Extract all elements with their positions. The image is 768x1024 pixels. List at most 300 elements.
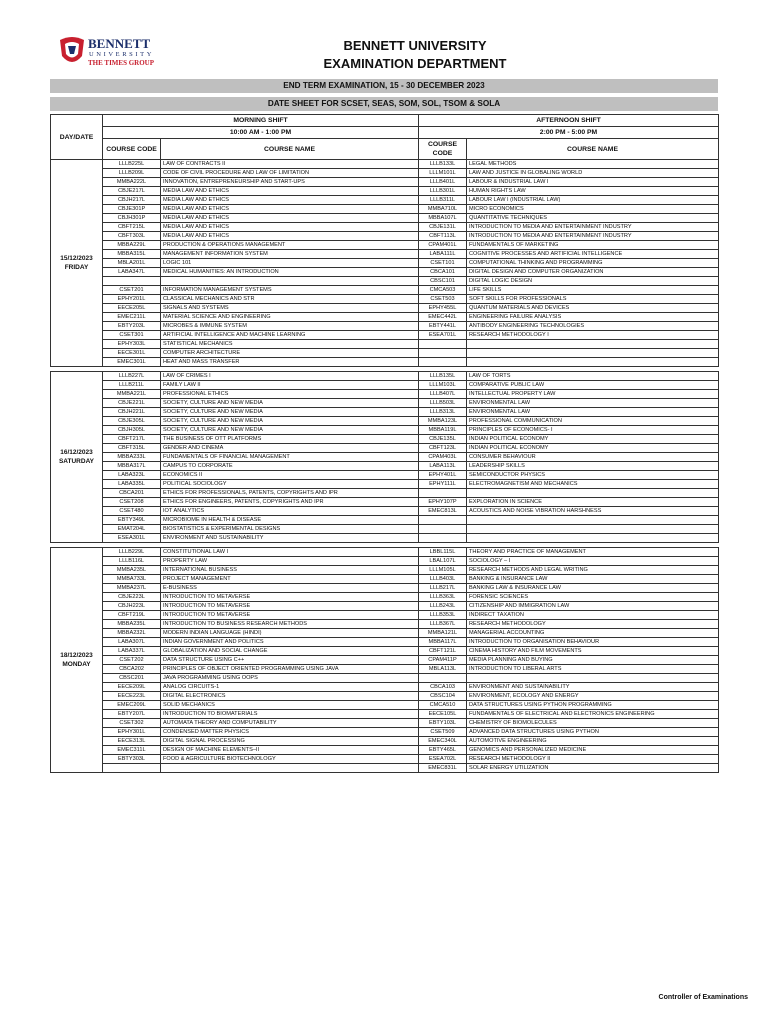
table-row xyxy=(51,611,719,620)
afternoon-course-code: EPHY111L xyxy=(419,480,467,489)
afternoon-course-name: LEGAL METHODS xyxy=(467,160,719,169)
morning-course-code: MBBA229L xyxy=(103,241,161,250)
morning-course-code: EECE223L xyxy=(103,692,161,701)
morning-course-name: DIGITAL SIGNAL PROCESSING xyxy=(161,737,419,746)
morning-course-code: LLLB209L xyxy=(103,169,161,178)
morning-course-code: CBJH223L xyxy=(103,602,161,611)
afternoon-course-name: MICRO ECONOMICS xyxy=(467,205,719,214)
table-row xyxy=(51,683,719,692)
table-row xyxy=(51,602,719,611)
afternoon-course-name: INDIAN POLITICAL ECONOMY xyxy=(467,435,719,444)
morning-course-name: CAMPUS TO CORPORATE xyxy=(161,462,419,471)
afternoon-course-code: CPAM403L xyxy=(419,453,467,462)
afternoon-course-code: MMBA123L xyxy=(419,417,467,426)
table-row xyxy=(51,746,719,755)
afternoon-course-name: LABOUR LAW I (INDUSTRIAL LAW) xyxy=(467,196,719,205)
morning-course-code: LLLB225L xyxy=(103,160,161,169)
morning-course-code: EMEC211L xyxy=(103,313,161,322)
table-row xyxy=(51,764,719,773)
department-name: EXAMINATION DEPARTMENT xyxy=(323,56,507,71)
table-row xyxy=(51,665,719,674)
table-row xyxy=(51,575,719,584)
table-row xyxy=(51,534,719,543)
afternoon-course-name: LAW OF TORTS xyxy=(467,372,719,381)
morning-course-code: ESEA301L xyxy=(103,534,161,543)
date-sheet-table xyxy=(50,114,719,773)
morning-course-name: INNOVATION, ENTREPRENEURSHIP AND START-UPS xyxy=(161,178,419,187)
morning-course-name: GLOBALIZATION AND SOCIAL CHANGE xyxy=(161,647,419,656)
table-row xyxy=(51,692,719,701)
morning-course-code: CBCA202 xyxy=(103,665,161,674)
afternoon-course-code: LLLM103L xyxy=(419,381,467,390)
table-row xyxy=(51,719,719,728)
afternoon-course-code: LBAL107L xyxy=(419,557,467,566)
table-row xyxy=(51,277,719,286)
afternoon-course-name: RESEARCH METHODOLOGY I xyxy=(467,331,719,340)
course-code-header: COURSE CODE xyxy=(103,139,161,160)
morning-course-code: CBCA201 xyxy=(103,489,161,498)
table-row xyxy=(51,187,719,196)
afternoon-shift-header: AFTERNOON SHIFT xyxy=(419,115,719,127)
table-row xyxy=(51,584,719,593)
morning-course-code: LLLB211L xyxy=(103,381,161,390)
morning-course-code: EECE209L xyxy=(103,683,161,692)
afternoon-course-code: LLLB243L xyxy=(419,602,467,611)
table-row xyxy=(51,507,719,516)
morning-course-code: CBFT303L xyxy=(103,232,161,241)
morning-course-code: MBBA315L xyxy=(103,250,161,259)
afternoon-course-code xyxy=(419,525,467,534)
afternoon-course-code: CBCA101 xyxy=(419,268,467,277)
table-row xyxy=(51,525,719,534)
morning-course-name: CODE OF CIVIL PROCEDURE AND LAW OF LIMITATION xyxy=(161,169,419,178)
morning-course-name: ETHICS FOR ENGINEERS, PATENTS, COPYRIGHTS AND IPR xyxy=(161,498,419,507)
afternoon-course-code: LLLB217L xyxy=(419,584,467,593)
morning-course-name: CONDENSED MATTER PHYSICS xyxy=(161,728,419,737)
afternoon-course-code: CBFT113L xyxy=(419,232,467,241)
afternoon-course-name: DIGITAL DESIGN AND COMPUTER ORGANIZATION xyxy=(467,268,719,277)
afternoon-course-code xyxy=(419,340,467,349)
table-row xyxy=(51,593,719,602)
morning-course-code: CBJE305L xyxy=(103,417,161,426)
table-row xyxy=(51,656,719,665)
afternoon-course-name: SOFT SKILLS FOR PROFESSIONALS xyxy=(467,295,719,304)
morning-course-code: MMBA237L xyxy=(103,584,161,593)
afternoon-course-name: ENVIRONMENTAL LAW xyxy=(467,399,719,408)
morning-course-code: CBJH301P xyxy=(103,214,161,223)
morning-course-name: MEDIA LAW AND ETHICS xyxy=(161,196,419,205)
morning-course-code: LABA337L xyxy=(103,647,161,656)
afternoon-course-code: LLLB403L xyxy=(419,575,467,584)
morning-course-code: MBBA317L xyxy=(103,462,161,471)
morning-course-name: LOGIC 101 xyxy=(161,259,419,268)
afternoon-course-code: CMCA510 xyxy=(419,701,467,710)
afternoon-course-code: MBBA107L xyxy=(419,214,467,223)
afternoon-course-name: FUNDAMENTALS OF ELECTRICAL AND ELECTRONICS ENGINEERING xyxy=(467,710,719,719)
afternoon-course-name: ADVANCED DATA STRUCTURES USING PYTHON xyxy=(467,728,719,737)
exam-weekday: MONDAY xyxy=(62,661,91,668)
afternoon-course-name: RESEARCH METHODOLOGY II xyxy=(467,755,719,764)
table-row xyxy=(51,358,719,367)
table-row xyxy=(51,755,719,764)
afternoon-course-name: ELECTROMAGNETISM AND MECHANICS xyxy=(467,480,719,489)
morning-course-name: AUTOMATA THEORY AND COMPUTABILITY xyxy=(161,719,419,728)
table-row xyxy=(51,381,719,390)
morning-course-code: CBJE301P xyxy=(103,205,161,214)
table-row xyxy=(51,331,719,340)
afternoon-course-name: LABOUR & INDUSTRIAL LAW I xyxy=(467,178,719,187)
morning-course-code: MMBA733L xyxy=(103,575,161,584)
afternoon-course-name: INDIAN POLITICAL ECONOMY xyxy=(467,444,719,453)
morning-course-code: EECE205L xyxy=(103,304,161,313)
afternoon-course-name: RESEARCH METHODS AND LEGAL WRITING xyxy=(467,566,719,575)
morning-course-code: CSET302 xyxy=(103,719,161,728)
afternoon-course-code: LABA111L xyxy=(419,250,467,259)
morning-course-name: CONSTITUTIONAL LAW I xyxy=(161,548,419,557)
morning-course-code: EBTY303L xyxy=(103,755,161,764)
afternoon-course-name: INTRODUCTION TO ORGANISATION BEHAVIOUR xyxy=(467,638,719,647)
afternoon-course-name: INTELLECTUAL PROPERTY LAW xyxy=(467,390,719,399)
morning-course-name xyxy=(161,277,419,286)
afternoon-course-name: CHEMISTRY OF BIOMOLECULES xyxy=(467,719,719,728)
course-code-header: COURSE CODE xyxy=(419,139,467,160)
logo-text-1: BENNETT xyxy=(88,36,151,51)
morning-course-code: CSET480 xyxy=(103,507,161,516)
morning-course-name: PROPERTY LAW xyxy=(161,557,419,566)
afternoon-course-name xyxy=(467,349,719,358)
afternoon-course-name: ENVIRONMENT, ECOLOGY AND ENERGY xyxy=(467,692,719,701)
afternoon-course-name: FORENSIC SCIENCES xyxy=(467,593,719,602)
header-title-block xyxy=(230,37,600,73)
afternoon-course-code: LLLB135L xyxy=(419,372,467,381)
afternoon-course-name: BANKING & INSURANCE LAW xyxy=(467,575,719,584)
afternoon-course-code xyxy=(419,516,467,525)
table-row xyxy=(51,426,719,435)
table-row xyxy=(51,498,719,507)
afternoon-course-name: ANTIBODY ENGINEERING TECHNOLOGIES xyxy=(467,322,719,331)
exam-banner: END TERM EXAMINATION, 15 - 30 DECEMBER 2023 xyxy=(50,79,718,93)
afternoon-course-code: CBSC104 xyxy=(419,692,467,701)
morning-course-name: SOCIETY, CULTURE AND NEW MEDIA xyxy=(161,408,419,417)
afternoon-course-code: LLLB311L xyxy=(419,196,467,205)
afternoon-course-name xyxy=(467,534,719,543)
afternoon-course-code: CBCA103 xyxy=(419,683,467,692)
morning-course-name: INTRODUCTION TO METAVERSE xyxy=(161,602,419,611)
table-row xyxy=(51,214,719,223)
morning-course-name: MEDIA LAW AND ETHICS xyxy=(161,205,419,214)
morning-course-name: COMPUTER ARCHITECTURE xyxy=(161,349,419,358)
table-row xyxy=(51,313,719,322)
afternoon-course-name: AUTOMOTIVE ENGINEERING xyxy=(467,737,719,746)
table-row xyxy=(51,205,719,214)
exam-date: 18/12/2023 xyxy=(60,652,93,659)
afternoon-course-code: EBTY441L xyxy=(419,322,467,331)
logo-text-3: THE TIMES GROUP xyxy=(88,59,154,67)
afternoon-course-name: CONSUMER BEHAVIOUR xyxy=(467,453,719,462)
morning-course-code xyxy=(103,277,161,286)
morning-course-name: MICROBIOME IN HEALTH & DISEASE xyxy=(161,516,419,525)
morning-course-code: EMEC301L xyxy=(103,358,161,367)
table-row xyxy=(51,557,719,566)
table-row xyxy=(51,196,719,205)
morning-course-name: BIOSTATISTICS & EXPERIMENTAL DESIGNS xyxy=(161,525,419,534)
afternoon-course-code: LLLB133L xyxy=(419,160,467,169)
morning-course-code: CSET208 xyxy=(103,498,161,507)
morning-course-code: EBTY349L xyxy=(103,516,161,525)
morning-course-name: POLITICAL SOCIOLOGY xyxy=(161,480,419,489)
afternoon-course-code: ESEA701L xyxy=(419,331,467,340)
morning-course-name: INFORMATION MANAGEMENT SYSTEMS xyxy=(161,286,419,295)
afternoon-course-name: COGNITIVE PROCESSES AND ARTIFICIAL INTELLIGENCE xyxy=(467,250,719,259)
afternoon-course-name: PRINCIPLES OF ECONOMICS- I xyxy=(467,426,719,435)
afternoon-course-name: LIFE SKILLS xyxy=(467,286,719,295)
table-row xyxy=(51,647,719,656)
morning-course-code: CBFT217L xyxy=(103,435,161,444)
table-row xyxy=(51,629,719,638)
afternoon-course-code: LLLB407L xyxy=(419,390,467,399)
day-cell xyxy=(51,160,103,367)
afternoon-course-name xyxy=(467,516,719,525)
afternoon-course-code: MBLA113L xyxy=(419,665,467,674)
afternoon-course-name: LEADERSHIP SKILLS xyxy=(467,462,719,471)
afternoon-course-name: BANKING LAW & INSURANCE LAW xyxy=(467,584,719,593)
exam-weekday: SATURDAY xyxy=(58,458,95,465)
morning-course-name: GENDER AND CINEMA xyxy=(161,444,419,453)
table-row xyxy=(51,566,719,575)
morning-course-code: MBBA233L xyxy=(103,453,161,462)
morning-course-name: SOCIETY, CULTURE AND NEW MEDIA xyxy=(161,426,419,435)
afternoon-course-name: MANAGERIAL ACCOUNTING xyxy=(467,629,719,638)
exam-date: 15/12/2023 xyxy=(60,255,93,262)
morning-course-name: INDIAN GOVERNMENT AND POLITICS xyxy=(161,638,419,647)
table-row xyxy=(51,241,719,250)
morning-course-name: PROFESSIONAL ETHICS xyxy=(161,390,419,399)
table-row xyxy=(51,728,719,737)
morning-course-name: MEDICAL HUMANITIES: AN INTRODUCTION xyxy=(161,268,419,277)
morning-course-code: CSET201 xyxy=(103,286,161,295)
afternoon-course-code: LABA113L xyxy=(419,462,467,471)
morning-course-name xyxy=(161,764,419,773)
day-cell xyxy=(51,548,103,773)
afternoon-course-code: CSET101 xyxy=(419,259,467,268)
afternoon-course-code xyxy=(419,349,467,358)
morning-course-name: SOCIETY, CULTURE AND NEW MEDIA xyxy=(161,417,419,426)
table-row xyxy=(51,737,719,746)
afternoon-course-name: SOCIOLOGY – I xyxy=(467,557,719,566)
table-row xyxy=(51,268,719,277)
morning-course-name: MODERN INDIAN LANGUAGE (HINDI) xyxy=(161,629,419,638)
afternoon-course-name: CITIZENSHIP AND IMMIGRATION LAW xyxy=(467,602,719,611)
morning-course-code: MBBA232L xyxy=(103,629,161,638)
afternoon-course-code: MBBA119L xyxy=(419,426,467,435)
afternoon-course-code xyxy=(419,489,467,498)
table-row xyxy=(51,169,719,178)
afternoon-course-code: CPAM401L xyxy=(419,241,467,250)
afternoon-course-code: CBJE135L xyxy=(419,435,467,444)
logo-text-2: UNIVERSITY xyxy=(89,51,154,58)
morning-course-code: LLLB227L xyxy=(103,372,161,381)
table-row xyxy=(51,548,719,557)
table-row xyxy=(51,160,719,169)
university-name: BENNETT UNIVERSITY xyxy=(343,38,487,53)
morning-course-code: CBFT219L xyxy=(103,611,161,620)
morning-course-code: LABA307L xyxy=(103,638,161,647)
afternoon-course-name: ENGINEERING FAILURE ANALYSIS xyxy=(467,313,719,322)
table-row xyxy=(51,453,719,462)
morning-course-name: PRODUCTION & OPERATIONS MANAGEMENT xyxy=(161,241,419,250)
afternoon-course-code: LLLB401L xyxy=(419,178,467,187)
morning-course-code: EPHY301L xyxy=(103,728,161,737)
afternoon-course-code: CSET503 xyxy=(419,295,467,304)
morning-course-name: MEDIA LAW AND ETHICS xyxy=(161,214,419,223)
morning-course-code: EBTY203L xyxy=(103,322,161,331)
afternoon-course-code: LLLB367L xyxy=(419,620,467,629)
afternoon-course-code: EMEC831L xyxy=(419,764,467,773)
morning-course-code: CBJH217L xyxy=(103,196,161,205)
afternoon-course-code xyxy=(419,674,467,683)
morning-course-name: PRINCIPLES OF OBJECT ORIENTED PROGRAMMING USING JAVA xyxy=(161,665,419,674)
morning-course-code: CBJH305L xyxy=(103,426,161,435)
morning-course-name: INTRODUCTION TO BUSINESS RESEARCH METHODS xyxy=(161,620,419,629)
morning-course-code: LLLB229L xyxy=(103,548,161,557)
afternoon-course-name: SEMICONDUCTOR PHYSICS xyxy=(467,471,719,480)
afternoon-course-code: EMEC442L xyxy=(419,313,467,322)
afternoon-course-name: INTRODUCTION TO MEDIA AND ENTERTAINMENT INDUSTRY xyxy=(467,223,719,232)
afternoon-course-name: ACOUSTICS AND NOISE VIBRATION HARSHNESS xyxy=(467,507,719,516)
table-row xyxy=(51,462,719,471)
afternoon-course-code: EMEC340L xyxy=(419,737,467,746)
morning-course-code: EPHY201L xyxy=(103,295,161,304)
morning-course-code: CSET301 xyxy=(103,331,161,340)
course-name-header: COURSE NAME xyxy=(161,139,419,160)
morning-course-code: EMEC209L xyxy=(103,701,161,710)
morning-course-name: ETHICS FOR PROFESSIONALS, PATENTS, COPYRIGHTS AND IPR xyxy=(161,489,419,498)
morning-course-code: LLLB116L xyxy=(103,557,161,566)
afternoon-course-code: EPHY455L xyxy=(419,304,467,313)
afternoon-course-name: QUANTUM MATERIALS AND DEVICES xyxy=(467,304,719,313)
morning-course-code: CSET202 xyxy=(103,656,161,665)
afternoon-course-name: INDIRECT TAXATION xyxy=(467,611,719,620)
afternoon-course-code: EBTY103L xyxy=(419,719,467,728)
afternoon-course-code: EMEC813L xyxy=(419,507,467,516)
afternoon-course-name: FUNDAMENTALS OF MARKETING xyxy=(467,241,719,250)
afternoon-course-name: CINEMA HISTORY AND FILM MOVEMENTS xyxy=(467,647,719,656)
table-row xyxy=(51,444,719,453)
table-row xyxy=(51,417,719,426)
bennett-logo xyxy=(56,34,176,74)
afternoon-course-code: MMBA710L xyxy=(419,205,467,214)
table-row xyxy=(51,638,719,647)
afternoon-course-name: DIGITAL LOGIC DESIGN xyxy=(467,277,719,286)
morning-course-code: MMBA235L xyxy=(103,566,161,575)
morning-course-name: ECONOMICS II xyxy=(161,471,419,480)
afternoon-course-name xyxy=(467,340,719,349)
morning-course-name: IOT ANALYTICS xyxy=(161,507,419,516)
afternoon-course-code: CMCA503 xyxy=(419,286,467,295)
afternoon-course-name xyxy=(467,674,719,683)
morning-course-code: EECE313L xyxy=(103,737,161,746)
afternoon-course-name: DATA STRUCTURES USING PYTHON PROGRAMMING xyxy=(467,701,719,710)
table-row xyxy=(51,349,719,358)
morning-course-code: CBJH221L xyxy=(103,408,161,417)
afternoon-course-name: PROFESSIONAL COMMUNICATION xyxy=(467,417,719,426)
morning-course-name: INTRODUCTION TO METAVERSE xyxy=(161,611,419,620)
morning-course-name: FAMILY LAW II xyxy=(161,381,419,390)
morning-course-name: FUNDAMENTALS OF FINANCIAL MANAGEMENT xyxy=(161,453,419,462)
table-row xyxy=(51,178,719,187)
morning-course-code: LABA347L xyxy=(103,268,161,277)
morning-course-name: SOLID MECHANICS xyxy=(161,701,419,710)
morning-course-name: ANALOG CIRCUITS-1 xyxy=(161,683,419,692)
afternoon-course-name: GENOMICS AND PERSONALIZED MEDICINE xyxy=(467,746,719,755)
morning-course-name: MICROBES & IMMUNE SYSTEM xyxy=(161,322,419,331)
table-row xyxy=(51,435,719,444)
afternoon-course-name: LAW AND JUSTICE IN GLOBALING WORLD xyxy=(467,169,719,178)
day-cell xyxy=(51,372,103,543)
afternoon-course-name: INTRODUCTION TO MEDIA AND ENTERTAINMENT INDUSTRY xyxy=(467,232,719,241)
morning-course-code: MMBA221L xyxy=(103,390,161,399)
morning-course-code: CBJE217L xyxy=(103,187,161,196)
table-row xyxy=(51,232,719,241)
afternoon-course-name xyxy=(467,525,719,534)
table-row xyxy=(51,710,719,719)
morning-course-code: CBSC201 xyxy=(103,674,161,683)
morning-course-code: LABA335L xyxy=(103,480,161,489)
morning-shift-header: MORNING SHIFT xyxy=(103,115,419,127)
morning-course-name: E-BUSINESS xyxy=(161,584,419,593)
afternoon-course-name: COMPUTATIONAL THINKING AND PROGRAMMING xyxy=(467,259,719,268)
afternoon-course-code: CPAM411P xyxy=(419,656,467,665)
afternoon-course-code: EBTY465L xyxy=(419,746,467,755)
morning-course-name: FOOD & AGRICULTURE BIOTECHNOLOGY xyxy=(161,755,419,764)
morning-course-code: LABA323L xyxy=(103,471,161,480)
afternoon-course-code: LLLB313L xyxy=(419,408,467,417)
afternoon-course-name: MEDIA PLANNING AND BUYING xyxy=(467,656,719,665)
table-row xyxy=(51,223,719,232)
table-row xyxy=(51,399,719,408)
table-row xyxy=(51,322,719,331)
morning-course-code: EPHY303L xyxy=(103,340,161,349)
crest-icon xyxy=(60,37,84,62)
morning-course-name: SIGNALS AND SYSTEMS xyxy=(161,304,419,313)
morning-course-code: MBLA201L xyxy=(103,259,161,268)
morning-course-name: HEAT AND MASS TRANSFER xyxy=(161,358,419,367)
afternoon-course-name: HUMAN RIGHTS LAW xyxy=(467,187,719,196)
afternoon-course-code: LLLM105L xyxy=(419,566,467,575)
morning-course-name: THE BUSINESS OF OTT PLATFORMS xyxy=(161,435,419,444)
datesheet-banner: DATE SHEET FOR SCSET, SEAS, SOM, SOL, TSOM & SOLA xyxy=(50,97,718,111)
afternoon-course-code xyxy=(419,358,467,367)
afternoon-course-code: CSET509 xyxy=(419,728,467,737)
afternoon-course-name xyxy=(467,489,719,498)
morning-course-code: CBJE223L xyxy=(103,593,161,602)
morning-course-name: MEDIA LAW AND ETHICS xyxy=(161,232,419,241)
afternoon-course-name: INTRODUCTION TO LIBERAL ARTS xyxy=(467,665,719,674)
table-row xyxy=(51,259,719,268)
morning-course-name: DESIGN OF MACHINE ELEMENTS–II xyxy=(161,746,419,755)
table-row xyxy=(51,295,719,304)
afternoon-time: 2:00 PM - 5:00 PM xyxy=(419,127,719,139)
morning-course-name: INTRODUCTION TO BIOMATERIALS xyxy=(161,710,419,719)
table-row xyxy=(51,390,719,399)
afternoon-course-code: ESEA702L xyxy=(419,755,467,764)
morning-course-name: INTRODUCTION TO METAVERSE xyxy=(161,593,419,602)
morning-course-name: JAVA PROGRAMMING USING OOPS xyxy=(161,674,419,683)
afternoon-course-name: ENVIRONMENT AND SUSTAINABILITY xyxy=(467,683,719,692)
afternoon-course-name: RESEARCH METHODOLOGY xyxy=(467,620,719,629)
morning-course-name: CLASSICAL MECHANICS AND STR xyxy=(161,295,419,304)
morning-course-code: EMAT204L xyxy=(103,525,161,534)
